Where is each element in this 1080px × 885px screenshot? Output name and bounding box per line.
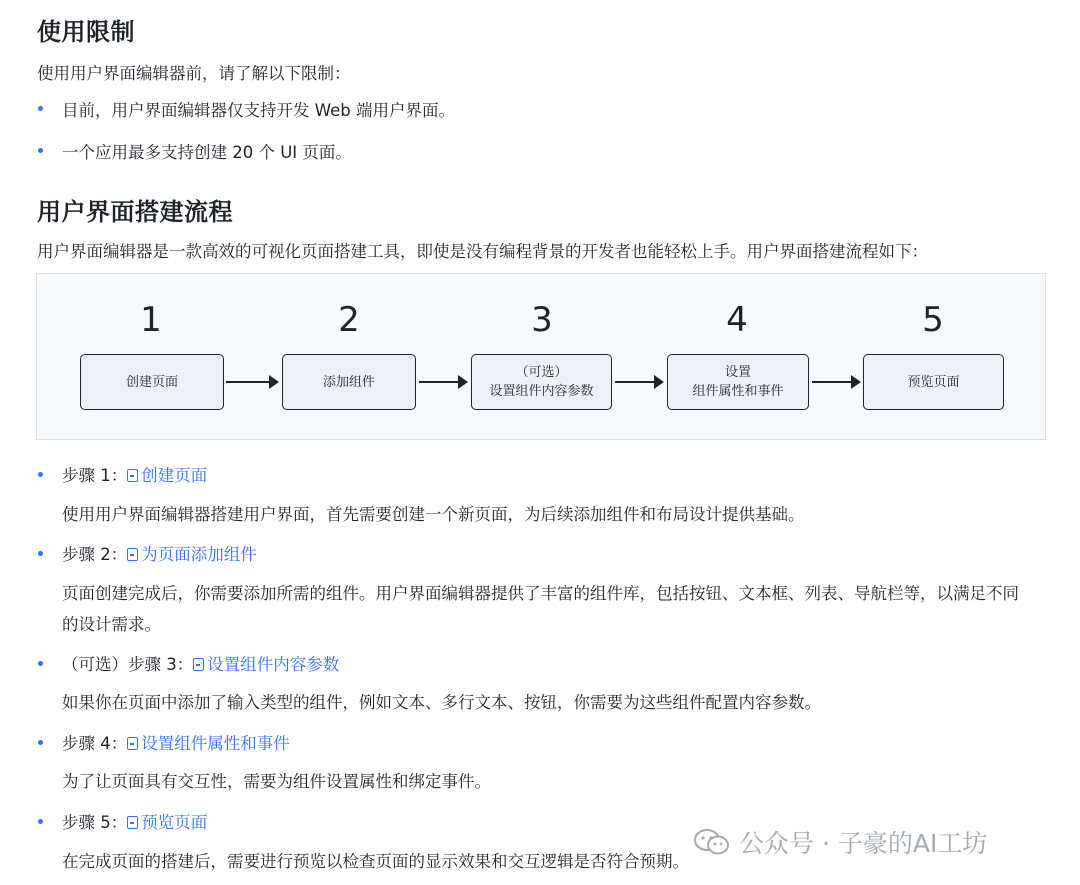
diagram-step-number: 2 — [338, 300, 360, 340]
watermark-text: 公众号 · 子豪的AI工坊 — [739, 829, 988, 858]
flow-intro: 用户界面编辑器是一款高效的可视化页面搭建工具，即使是没有编程背景的开发者也能轻松上手。用户界面搭建流程如下： — [37, 242, 928, 261]
step-prefix: 步骤 4： — [62, 734, 128, 753]
step-link-preview[interactable]: 预览页面 — [127, 813, 207, 832]
diagram-box-label: 添加组件 — [322, 374, 375, 390]
document-icon — [127, 548, 138, 561]
step-link-content-params[interactable]: 设置组件内容参数 — [193, 655, 339, 674]
watermark — [693, 824, 987, 860]
diagram-box-create-page — [80, 354, 224, 410]
arrow-right-icon — [419, 381, 466, 383]
arrow-right-icon — [812, 381, 859, 383]
step-item-4 — [62, 730, 290, 754]
section-title-limits: 使用限制 — [37, 18, 135, 46]
bullet-dot — [38, 472, 43, 477]
section-title-flow: 用户界面搭建流程 — [37, 198, 233, 226]
arrow-right-icon — [226, 381, 277, 383]
bullet-dot — [38, 740, 43, 745]
document-icon — [127, 816, 138, 829]
step-desc-4: 为了让页面具有交互性，需要为组件设置属性和绑定事件。 — [62, 772, 491, 791]
step-item-1 — [62, 462, 207, 486]
document-icon — [127, 469, 138, 482]
step-item-5 — [62, 809, 207, 833]
bullet-dot — [38, 106, 43, 111]
bullet-dot — [38, 148, 43, 153]
diagram-box-add-components — [282, 354, 416, 410]
step-desc-3: 如果你在页面中添加了输入类型的组件，例如文本、多行文本、按钮，你需要为这些组件配置内容参数。 — [62, 693, 821, 712]
step-item-3 — [62, 651, 339, 675]
step-link-add-components[interactable]: 为页面添加组件 — [127, 545, 257, 564]
diagram-step-number: 3 — [531, 300, 553, 340]
bullet-dot — [38, 551, 43, 556]
diagram-box-label: 创建页面 — [125, 374, 178, 390]
bullet-dot — [38, 661, 43, 666]
step-link-props-events[interactable]: 设置组件属性和事件 — [127, 734, 290, 753]
wechat-icon — [693, 828, 731, 856]
diagram-step-number: 4 — [726, 300, 748, 340]
diagram-box-label-line2: 组件属性和事件 — [692, 384, 784, 399]
step-prefix: 步骤 2： — [62, 545, 128, 564]
step-desc-5: 在完成页面的搭建后，需要进行预览以检查页面的显示效果和交互逻辑是否符合预期。 — [62, 852, 689, 871]
step-item-2 — [62, 541, 257, 565]
flow-diagram — [36, 273, 1046, 440]
diagram-box-props-events — [667, 354, 809, 410]
diagram-box-preview — [863, 354, 1004, 410]
limit-item-1: 目前，用户界面编辑器仅支持开发 Web 端用户界面。 — [62, 101, 455, 120]
document-icon — [127, 737, 138, 750]
arrow-right-icon — [615, 381, 662, 383]
step-prefix: （可选）步骤 3： — [62, 655, 194, 674]
step-link-create-page[interactable]: 创建页面 — [127, 466, 207, 485]
step-desc-1: 使用用户界面编辑器搭建用户界面，首先需要创建一个新页面，为后续添加组件和布局设计提供基础。 — [62, 505, 805, 524]
diagram-box-label: 预览页面 — [907, 374, 960, 390]
step-desc-2: 页面创建完成后，你需要添加所需的组件。用户界面编辑器提供了丰富的组件库，包括按钮、文本框、列表、导航栏等，以满足不同的设计需求。 — [62, 584, 1019, 634]
diagram-box-label-line1: （可选） — [515, 365, 568, 380]
bullet-dot — [38, 819, 43, 824]
step-prefix: 步骤 5： — [62, 813, 128, 832]
diagram-box-label-line1: 设置 — [724, 365, 751, 380]
step-prefix: 步骤 1： — [62, 466, 128, 485]
diagram-step-number: 5 — [922, 300, 944, 340]
diagram-box-content-params — [471, 354, 612, 410]
diagram-box-label-line2: 设置组件内容参数 — [489, 384, 594, 399]
document-icon — [193, 658, 204, 671]
diagram-step-number: 1 — [140, 300, 162, 340]
limit-item-2: 一个应用最多支持创建 20 个 UI 页面。 — [62, 143, 352, 162]
limits-intro: 使用用户界面编辑器前，请了解以下限制： — [37, 64, 351, 83]
